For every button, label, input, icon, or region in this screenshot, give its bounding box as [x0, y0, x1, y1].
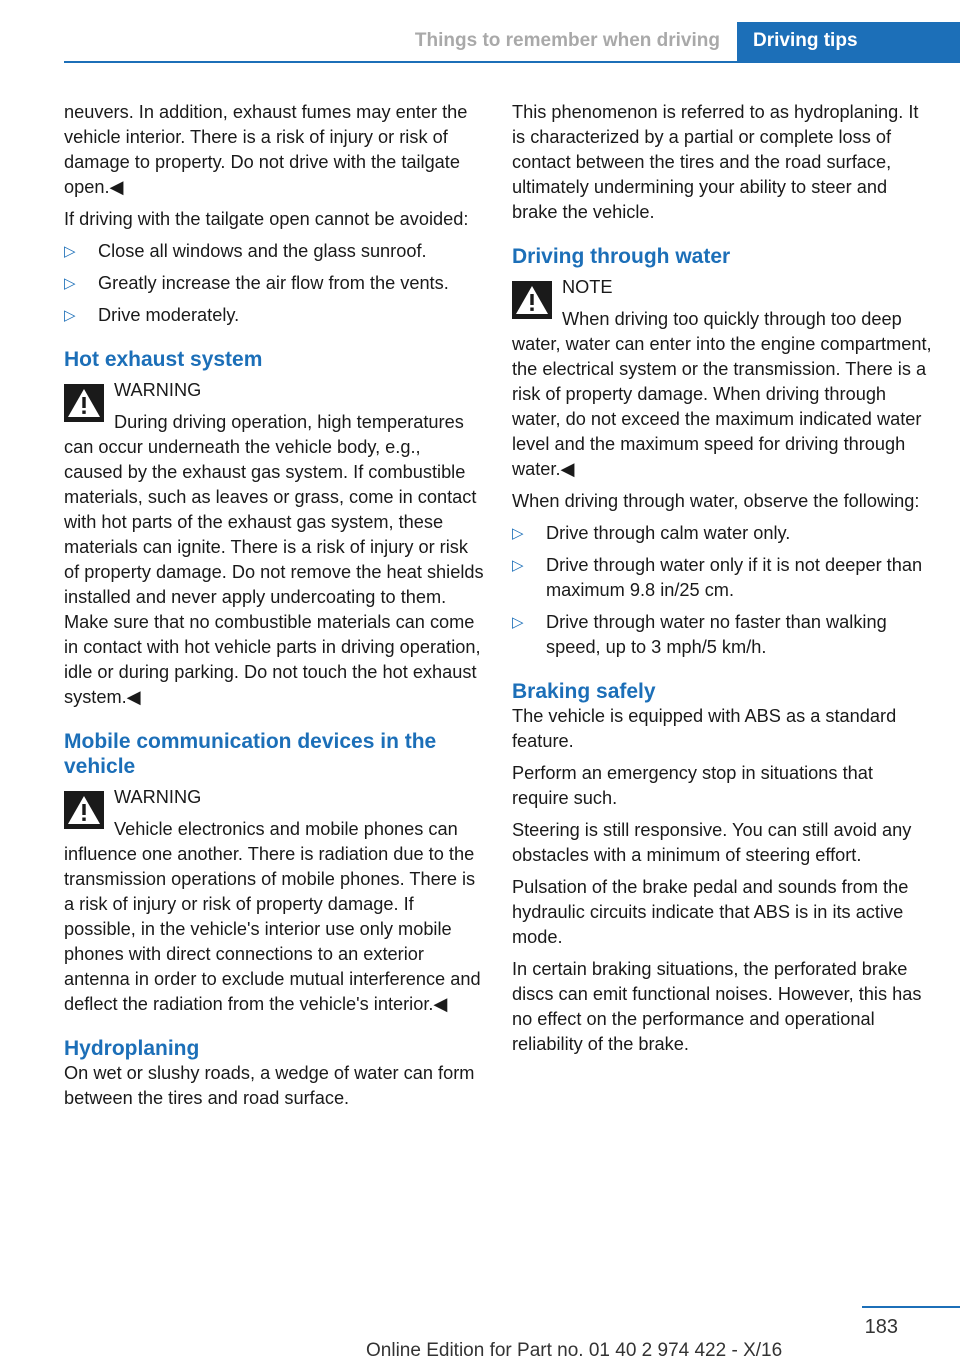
right-column	[512, 100, 932, 1064]
note-text: When driving too quickly through too deep water, water can enter into the engine compartment, the electrical system or the transmission. There is a risk of property damage. When driving through water, do not exceed the maximum indicated water level and the maximum speed for driving through water.◀	[512, 309, 932, 479]
page-footer	[0, 1300, 960, 1362]
list-item	[64, 239, 484, 264]
paragraph: When driving through water, observe the following:	[512, 491, 920, 511]
triangle-right-icon: ▷	[512, 525, 524, 542]
warning-title: WARNING	[114, 380, 202, 400]
paragraph: neuvers. In addition, exhaust fumes may enter the vehicle interior. There is a risk of injury or risk of damage to property. Do not drive with the tailgate open.◀	[64, 102, 468, 197]
section-heading: Hot exhaust system	[64, 348, 263, 371]
note-title: NOTE	[562, 277, 613, 297]
section-heading: Driving through water	[512, 245, 731, 268]
list-item	[512, 521, 932, 546]
header-chapter-tab: Driving tips	[737, 22, 960, 62]
triangle-right-icon: ▷	[64, 307, 76, 324]
section-heading: Hydroplaning	[64, 1037, 200, 1060]
list-item-text: Drive through water no faster than walking speed, up to 3 mph/5 km/h.	[546, 612, 887, 657]
paragraph: The vehicle is equipped with ABS as a standard feature.	[512, 706, 897, 751]
list-item-text: Drive through water only if it is not deeper than maximum 9.8 in/25 cm.	[546, 555, 923, 600]
paragraph: Perform an emergency stop in situations that require such.	[512, 763, 873, 808]
list-item-text: Close all windows and the glass sunroof.	[98, 241, 427, 261]
warning-triangle-icon	[64, 384, 104, 422]
triangle-right-icon: ▷	[512, 614, 524, 631]
list-item	[64, 303, 484, 328]
paragraph: Steering is still responsive. You can still avoid any obstacles with a minimum of steering effort.	[512, 820, 912, 865]
page-number: 183	[864, 1316, 898, 1338]
list-item-text: Drive through calm water only.	[546, 523, 791, 543]
warning-text: Vehicle electronics and mobile phones can influence one another. There is radiation due to the transmission operations of mobile phones. There is a risk of injury or risk of property damage. If possible, in the vehicle's interior use only mobile phones with direct connections to an exterior antenna in order to exclude mutual interference and deflect the radiation from the vehicle's interior.◀	[64, 819, 481, 1014]
list-item-text: Greatly increase the air flow from the vents.	[98, 273, 449, 293]
paragraph: Pulsation of the brake pedal and sounds from the hydraulic circuits indicate that ABS is in its active mode.	[512, 877, 909, 947]
warning-box	[64, 378, 484, 710]
section-heading: Braking safely	[512, 680, 656, 703]
warning-title: WARNING	[114, 787, 202, 807]
warning-text: During driving operation, high temperatures can occur underneath the vehicle body, e.g., caused by the exhaust gas system. If combustible materials, such as leaves or grass, come in contact with hot parts of the exhaust gas system, these materials can ignite. There is a risk of injury or risk of property damage. Do not remove the heat shields installed and never apply undercoating to them. Make sure that no combustible materials can come in contact with hot vehicle parts in driving operation, idle or during parking. Do not touch the hot exhaust system.◀	[64, 412, 484, 707]
paragraph: On wet or slushy roads, a wedge of water can form between the tires and road surface.	[64, 1063, 475, 1108]
list-item	[64, 271, 484, 296]
list-item	[512, 553, 932, 603]
paragraph: In certain braking situations, the perforated brake discs can emit functional noises. However, this has no effect on the performance and operational reliability of the brake.	[512, 959, 922, 1054]
warning-box	[64, 785, 484, 1017]
bullet-list	[64, 239, 484, 328]
list-item	[512, 610, 932, 660]
bullet-list	[512, 521, 932, 660]
list-item-text: Drive moderately.	[98, 305, 240, 325]
warning-triangle-icon	[64, 791, 104, 829]
edition-text: Online Edition for Part no. 01 40 2 974 422 - X/16	[366, 1340, 783, 1361]
note-box	[512, 275, 932, 482]
header-section-title: Things to remember when driving	[414, 30, 720, 51]
triangle-right-icon: ▷	[64, 275, 76, 292]
left-column	[64, 100, 484, 1118]
page-header	[0, 0, 960, 64]
triangle-right-icon: ▷	[512, 557, 524, 574]
paragraph: If driving with the tailgate open cannot be avoided:	[64, 209, 469, 229]
warning-triangle-icon	[512, 281, 552, 319]
footer-rule	[862, 1306, 960, 1308]
header-rule	[64, 61, 960, 63]
paragraph: This phenomenon is referred to as hydroplaning. It is characterized by a partial or complete loss of contact between the tires and the road surface, ultimately undermining your ability to steer and brake the vehicle.	[512, 102, 919, 222]
section-heading: Mobile communication devices in the vehicle	[64, 730, 437, 778]
triangle-right-icon: ▷	[64, 243, 76, 260]
